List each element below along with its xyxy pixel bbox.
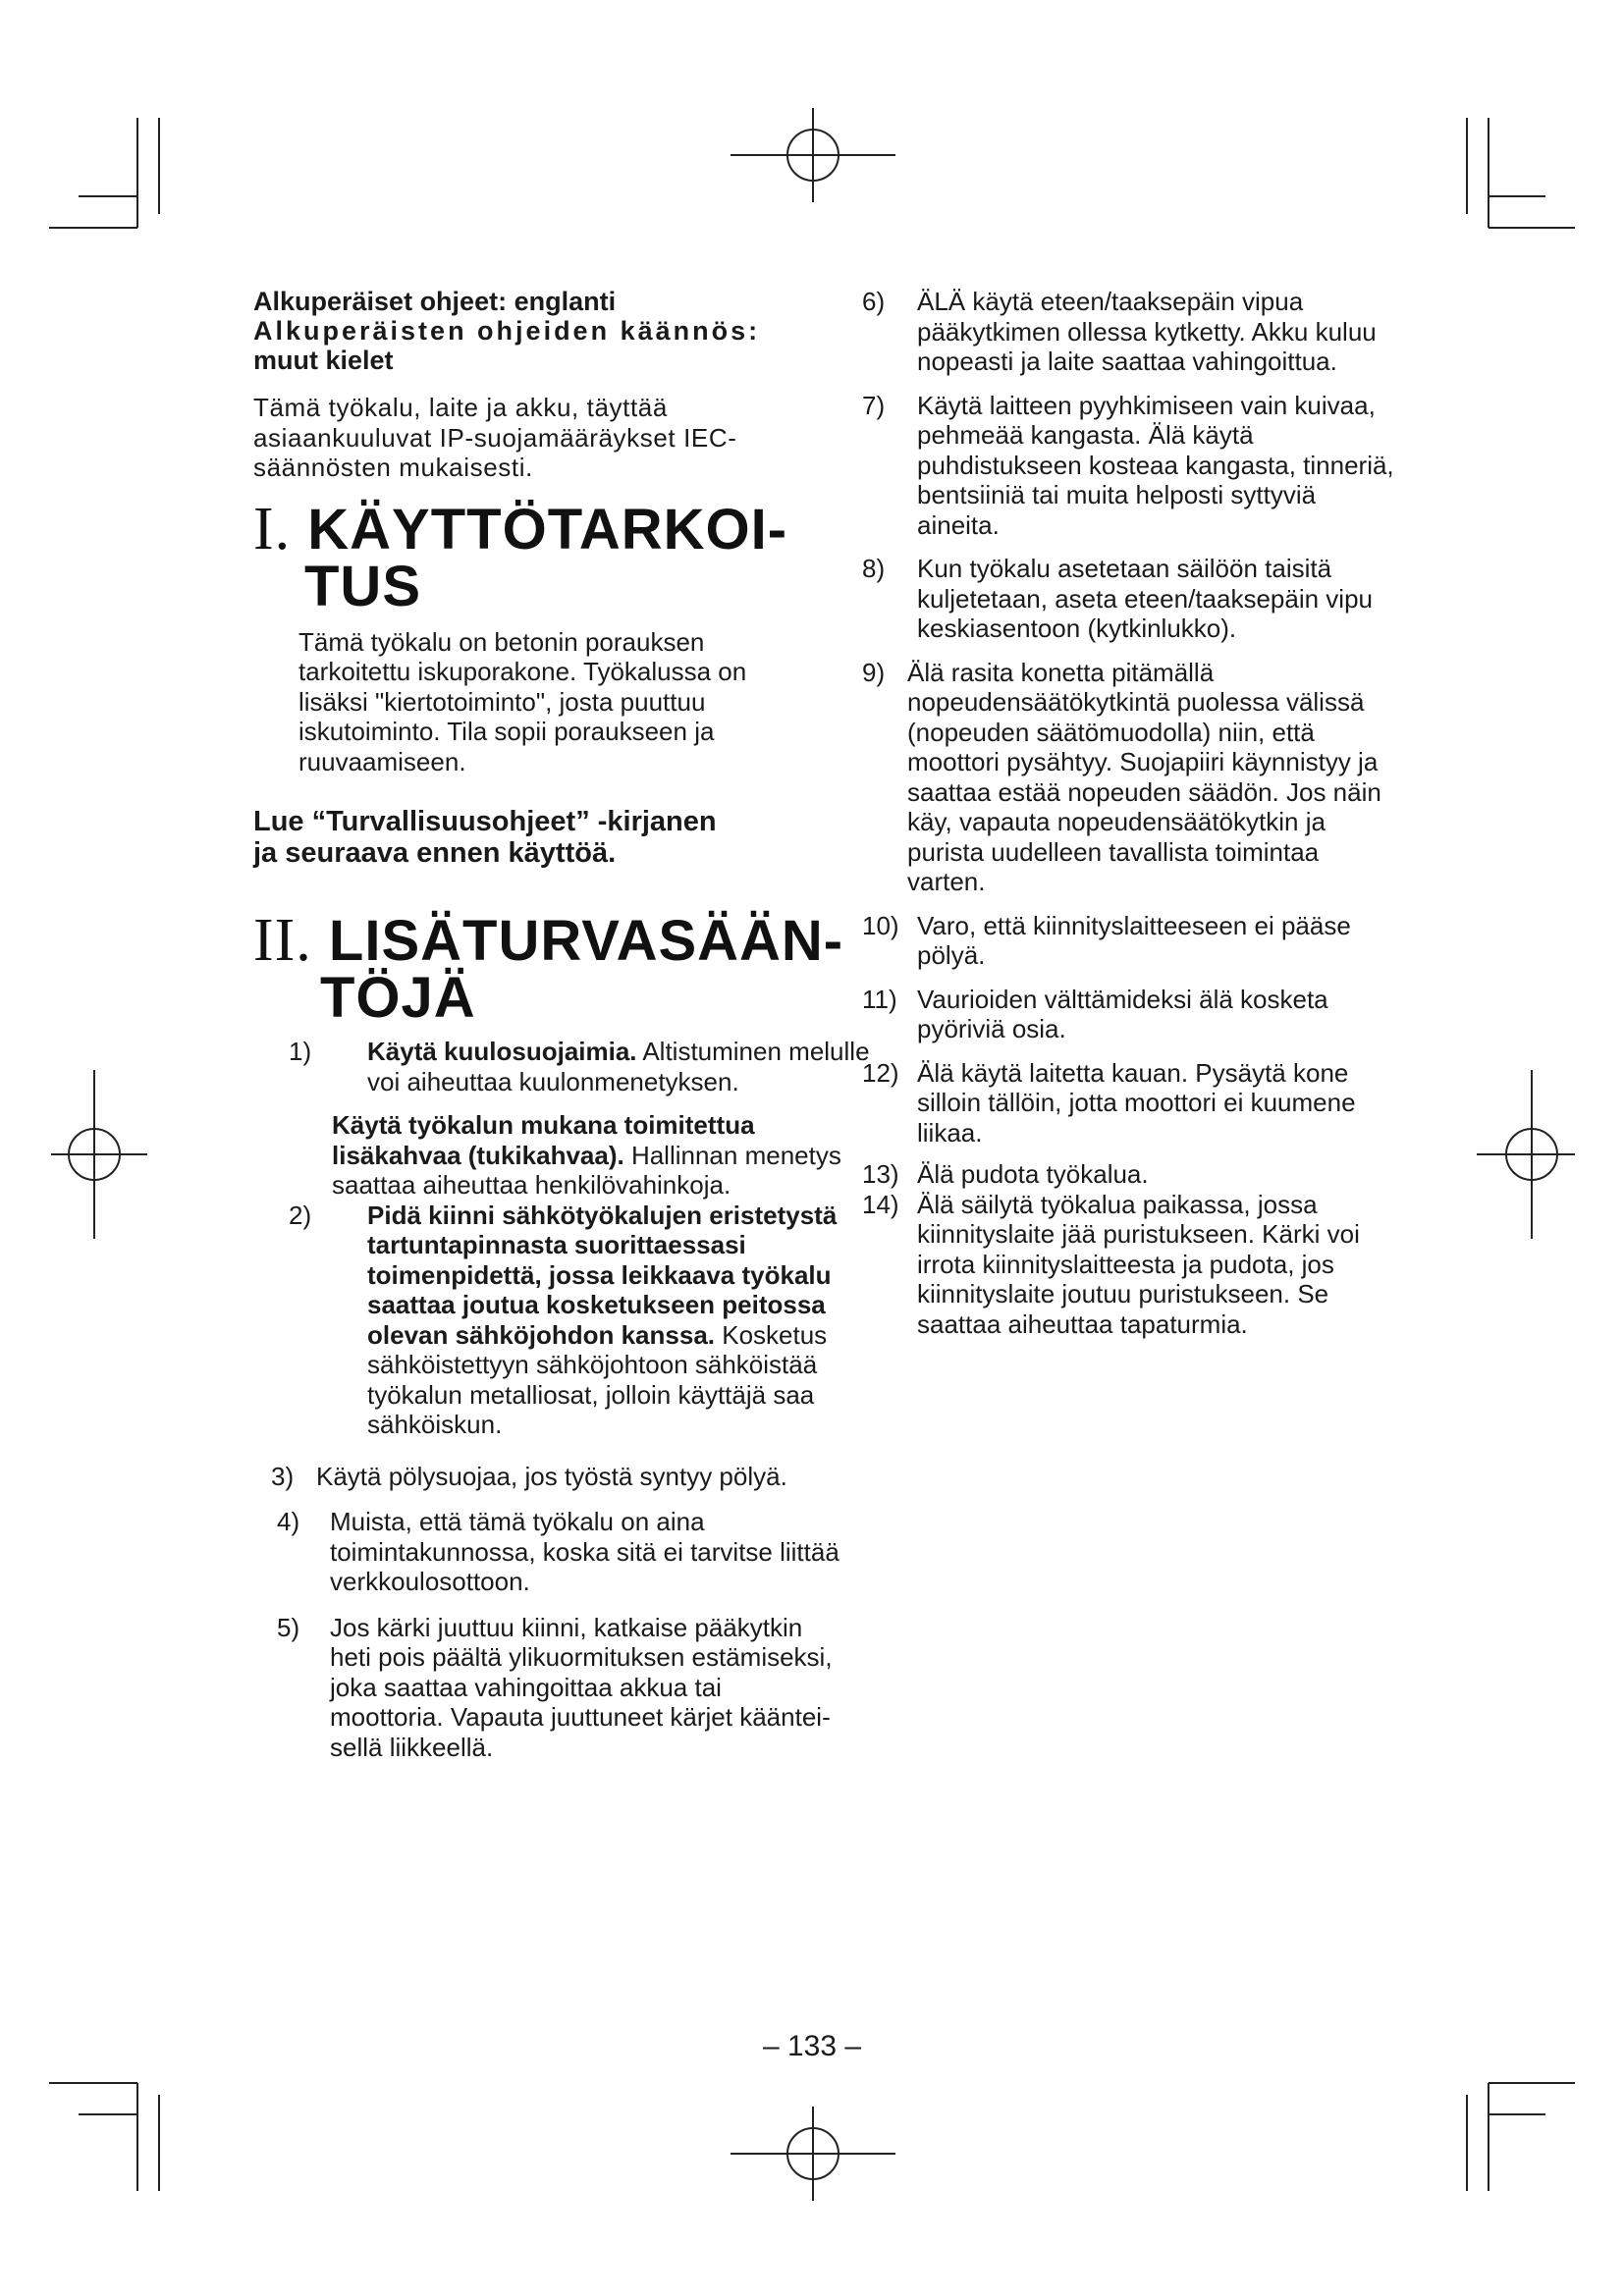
list-item [862, 1058, 1398, 1148]
list-item-text: Kosketus sähköistettyyn sähköjohtoon sähköistää työkalun metalliosat, jolloin käyttäjä saa sähköiskun. [367, 1319, 828, 1439]
section-2-numeral: II. [253, 907, 312, 974]
list-item-number: 8) [862, 554, 886, 583]
left-safety-list [253, 1037, 870, 1762]
ip-compliance-intro: Tämä työkalu, laite ja akku, täyttää asiaankuuluvat IP-suojamääräykset IEC-säännösten mukaisesti. [253, 393, 737, 482]
list-item [862, 1159, 1398, 1190]
list-item [277, 1507, 840, 1597]
section-1-title-a: KÄYTTÖTARKOI- [307, 497, 788, 561]
list-item-text: Käytä pölysuojaa, jos työstä syntyy pölyä. [316, 1461, 787, 1491]
list-item-text: Älä rasita konetta pitämällä nopeudensäätökytkintä puolessa välissä (nopeuden säätömuodolla) niin, että moottori pysähtyy. Suojapiiri käynnistyy ja saattaa estää nopeuden säädön. Jos näin käy, vapauta nopeudensäätökytkin ja purista uudelleen tavallista toimintaa varten. [907, 657, 1381, 896]
list-item-bold: Pidä kiinni sähkötyökalujen eristetystä tartuntapinnasta suorittaessasi toimenpidettä, jossa leikkaava työkalu saattaa joutua kosketukseen peitossa olevan sähköjohdon kanssa. [367, 1200, 838, 1350]
list-item-number: 6) [862, 287, 886, 316]
section-1-numeral: I. [253, 495, 292, 562]
list-item-text: Älä käytä laitetta kauan. Pysäytä kone silloin tällöin, jotta moottori ei kuumene liikaa. [917, 1057, 1356, 1148]
safety-notice-line-1: Lue “Turvallisuusohjeet” -kirjanen [253, 806, 717, 837]
list-item-text: Altistuminen melulle voi aiheuttaa kuulonmenetyksen. [367, 1037, 870, 1096]
list-item [289, 1201, 888, 1440]
list-item-text: Käytä laitteen pyyhkimiseen vain kuivaa, pehmeää kangasta. Älä käytä puhdistukseen kosteaa kangasta, tinneriä, bentsiiniä tai muita helposti syttyviä aineita. [917, 390, 1394, 540]
list-item [862, 391, 1398, 541]
section-2-title-b: TÖJÄ [320, 966, 476, 1030]
right-column [862, 287, 1398, 1339]
page-number: – 133 – [762, 2030, 862, 2062]
list-item-number: 4) [277, 1507, 300, 1536]
list-item [862, 658, 1398, 897]
list-item [332, 1110, 842, 1201]
section-1-text: Tämä työkalu on betonin porauksen tarkoitettu iskuporakone. Työkalussa on lisäksi "kiertotoiminto", josta puuttuu iskutoiminto. Tila sopii poraukseen ja ruuvaamiseen. [298, 626, 747, 776]
list-item-number: 10) [862, 910, 899, 940]
safety-notice-line-2: ja seuraava ennen käyttöä. [253, 837, 617, 869]
list-item-text: Älä säilytä työkalua paikassa, jossa kiinnityslaite jää puristukseen. Kärki voi irrota kiinnityslaitteesta ja pudota, jos kiinnityslaite joutuu puristukseen. Se saattaa aiheuttaa tapaturmia. [917, 1189, 1360, 1339]
list-item-text: Älä pudota työkalua. [917, 1159, 1149, 1189]
section-1-heading [253, 495, 825, 618]
list-item-number: 2) [289, 1200, 312, 1230]
list-item-number: 3) [271, 1461, 295, 1491]
list-item-text: Kun työkalu asetetaan säilöön taisitä kuljetetaan, aseta eteen/taaksepäin vipu keskiasentoon (kytkinlukko). [917, 554, 1374, 643]
list-item [862, 985, 1398, 1044]
list-item-number: 7) [862, 390, 886, 420]
section-2-heading [253, 907, 844, 1030]
list-item-text: Hallinnan menetys saattaa aiheuttaa henkilövahinkoja. [332, 1140, 841, 1200]
list-item [271, 1462, 837, 1492]
list-item-text: Vaurioiden välttämideksi älä kosketa pyöriviä osia. [917, 984, 1328, 1043]
list-item-bold: Käytä työkalun mukana toimitettua lisäkahvaa (tukikahvaa). [332, 1110, 755, 1170]
list-item [862, 554, 1398, 644]
list-item-text: Muista, että tämä työkalu on aina toimintakunnossa, koska sitä ei tarvitse liittää verkkoulosottoon. [330, 1507, 839, 1596]
list-item-number: 5) [277, 1612, 300, 1642]
list-item-number: 14) [862, 1189, 899, 1219]
section-2-title-a: LISÄTURVASÄÄN- [328, 909, 844, 973]
list-item-text: Varo, että kiinnityslaitteeseen ei pääse pölyä. [917, 910, 1351, 970]
list-item-number: 9) [862, 657, 886, 687]
list-item-number: 12) [862, 1057, 899, 1088]
list-item-number: 13) [862, 1159, 899, 1189]
list-item [862, 1190, 1398, 1340]
header-translation: Alkuperäisten ohjeiden käännös: [253, 316, 761, 346]
left-column [253, 287, 870, 1762]
list-item-text: ÄLÄ käytä eteen/taaksepäin vipua pääkytkimen ollessa kytketty. Akku kuluu nopeasti ja laite saattaa vahingoittua. [917, 287, 1377, 376]
list-item [289, 1037, 888, 1096]
list-item [277, 1613, 840, 1763]
section-1-title-b: TUS [304, 554, 421, 618]
list-item-number: 1) [289, 1037, 312, 1066]
list-item [862, 287, 1398, 377]
list-item [862, 911, 1408, 971]
safety-notice [253, 806, 825, 869]
list-item-number: 11) [862, 984, 897, 1014]
list-item-text: Jos kärki juuttuu kiinni, katkaise pääkytkin heti pois päältä ylikuormituksen estämiseksi, joka saattaa vahingoittaa akkua tai moottoria. Vapauta juuttuneet kärjet käänteisellä liikkeellä. [330, 1612, 833, 1762]
header-other-languages: muut kielet [253, 346, 394, 375]
list-item-bold: Käytä kuulosuojaimia. [367, 1037, 637, 1066]
header-original-language: Alkuperäiset ohjeet: englanti [253, 287, 617, 316]
